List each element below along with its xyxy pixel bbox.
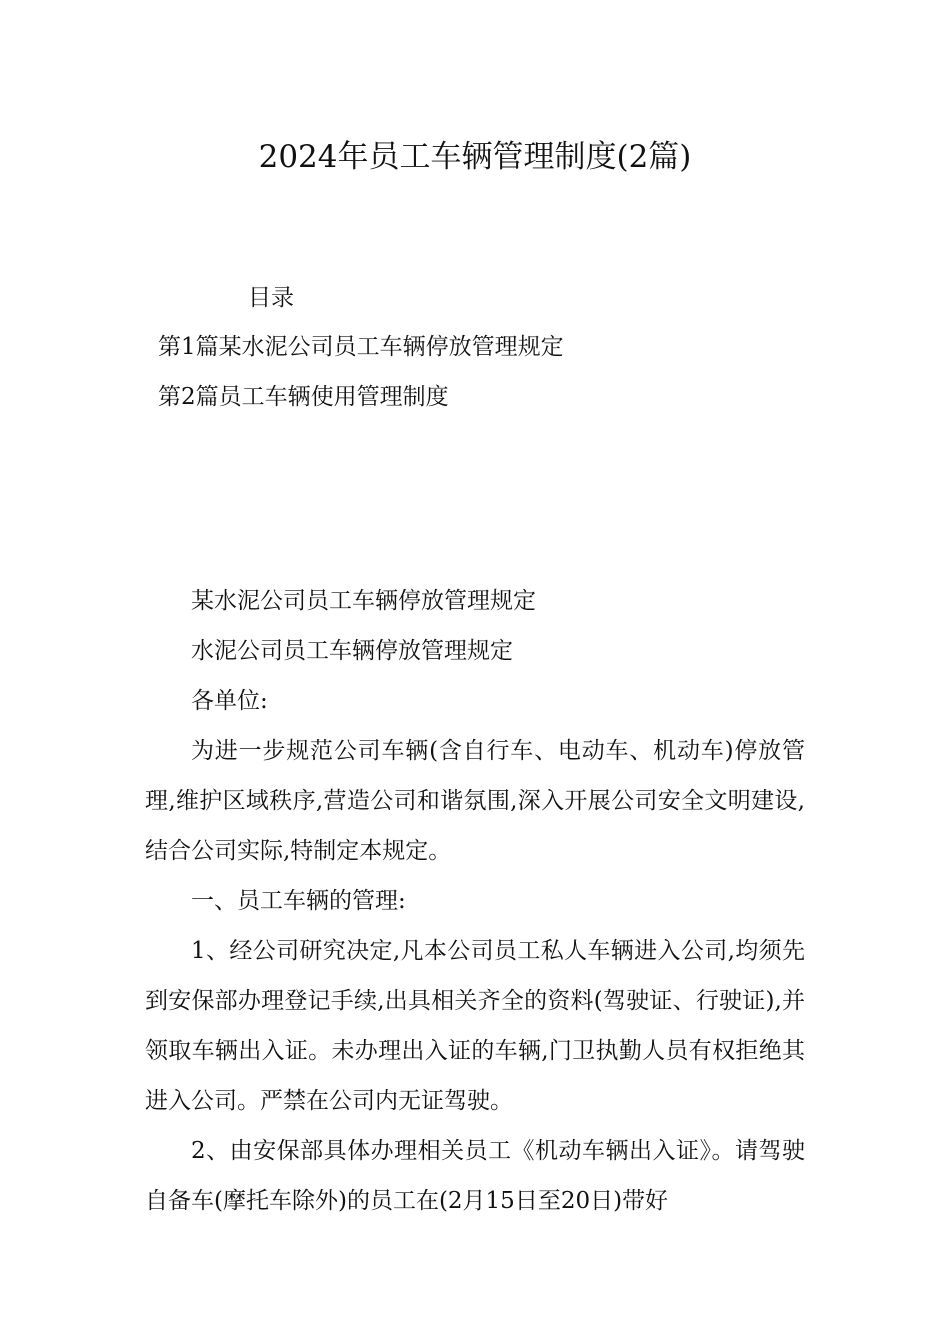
document-title: 2024年员工车辆管理制度(2篇) — [258, 139, 692, 175]
clause-paragraph-1: 1、经公司研究决定,凡本公司员工私人车辆进入公司,均须先到安保部办理登记手续,出具相关齐全的资料(驾驶证、行驶证),并领取车辆出入证。未办理出入证的车辆,门卫执勤人员有权拒绝其进入公司。严禁在公司内无证驾驶。 — [145, 938, 805, 1114]
intro-paragraph: 为进一步规范公司车辆(含自行车、电动车、机动车)停放管理,维护区域秩序,营造公司和谐氛围,深入开展公司安全文明建设,结合公司实际,特制定本规定。 — [145, 738, 805, 864]
section-heading: 某水泥公司员工车辆停放管理规定 — [191, 588, 536, 614]
salutation: 各单位: — [191, 688, 268, 714]
clause-heading-1: 一、员工车辆的管理: — [191, 888, 406, 914]
toc-item-2[interactable]: 第2篇员工车辆使用管理制度 — [158, 384, 449, 410]
section-subheading: 水泥公司员工车辆停放管理规定 — [191, 638, 513, 664]
toc-heading: 目录 — [248, 285, 294, 311]
toc-item-1[interactable]: 第1篇某水泥公司员工车辆停放管理规定 — [158, 334, 564, 360]
document-body — [145, 576, 805, 1226]
clause-paragraph-2: 2、由安保部具体办理相关员工《机动车辆出入证》。请驾驶自备车(摩托车除外)的员工在(2月15日至20日)带好 — [145, 1138, 805, 1214]
